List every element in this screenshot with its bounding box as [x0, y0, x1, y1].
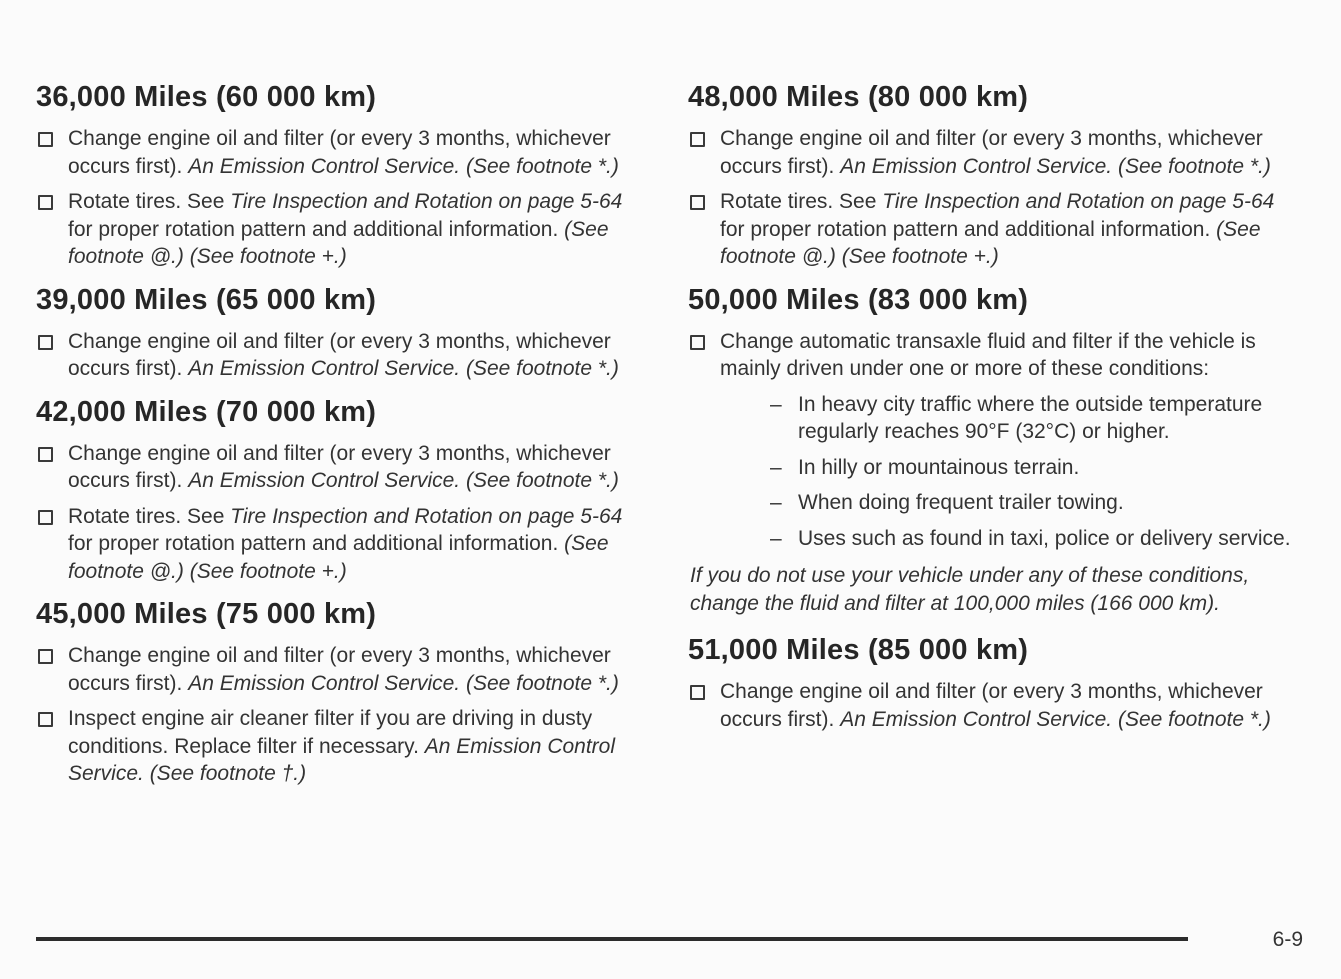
- condition-item: [766, 525, 1303, 553]
- item-text: Change engine oil and filter (or every 3 months, whichever occurs first).: [68, 329, 611, 380]
- item-italic: An Emission Control Service. (See footnote †.): [68, 734, 616, 785]
- checkbox-icon: [690, 335, 705, 350]
- item-italic-footnote: (See footnote @.) (See footnote +.): [720, 217, 1261, 268]
- condition-item: [766, 454, 1303, 482]
- checkbox-icon: [38, 712, 53, 727]
- section-heading: 36,000 Miles (60 000 km): [36, 81, 377, 113]
- item-italic-footnote: (See footnote @.) (See footnote +.): [68, 217, 609, 268]
- checkbox-icon: [38, 649, 53, 664]
- checkbox-icon: [690, 685, 705, 700]
- checklist-item: [36, 642, 651, 697]
- maintenance-section-51000: [688, 633, 1303, 733]
- section-heading: 51,000 Miles (85 000 km): [688, 634, 1029, 666]
- maintenance-section-39000: [36, 283, 651, 383]
- checkbox-icon: [38, 510, 53, 525]
- item-text: Change engine oil and filter (or every 3 months, whichever occurs first).: [68, 644, 611, 695]
- item-italic-footnote: (See footnote @.) (See footnote +.): [68, 532, 609, 583]
- item-text: Change automatic transaxle fluid and filter if the vehicle is mainly driven under one or more of these conditions:: [720, 329, 1256, 380]
- right-column: [688, 80, 1303, 745]
- checkbox-icon: [38, 447, 53, 462]
- condition-text: In hilly or mountainous terrain.: [798, 455, 1080, 479]
- maintenance-section-42000: [36, 395, 651, 586]
- checklist-item: [36, 188, 651, 271]
- checklist-item: [36, 125, 651, 180]
- condition-text: In heavy city traffic where the outside temperature regularly reaches 90°F (32°C) or higher.: [798, 392, 1263, 443]
- checkbox-icon: [38, 132, 53, 147]
- item-text: Rotate tires. See: [720, 190, 883, 213]
- item-italic: An Emission Control Service. (See footnote *.): [188, 357, 619, 380]
- maintenance-section-48000: [688, 80, 1303, 271]
- item-tail: for proper rotation pattern and additional information.: [720, 217, 1217, 241]
- footer-rule: [36, 937, 1188, 941]
- checkbox-icon: [690, 132, 705, 147]
- item-text: Rotate tires. See: [68, 504, 231, 528]
- page-number: 6-9: [1272, 928, 1303, 951]
- item-text: Change engine oil and filter (or every 3 months, whichever occurs first).: [68, 441, 611, 492]
- section-heading: 48,000 Miles (80 000 km): [688, 81, 1029, 113]
- condition-text: When doing frequent trailer towing.: [798, 491, 1124, 514]
- checkbox-icon: [690, 195, 705, 210]
- checklist-item: [36, 328, 651, 383]
- item-text: Change engine oil and filter (or every 3 months, whichever occurs first).: [720, 127, 1263, 178]
- checklist-item: [36, 705, 651, 788]
- item-tail: for proper rotation pattern and additional information.: [68, 217, 565, 241]
- item-text: Inspect engine air cleaner filter if you are driving in dusty conditions. Replace filter if necessary.: [68, 707, 593, 758]
- item-italic: Tire Inspection and Rotation on page 5-64: [230, 504, 623, 528]
- dash-icon: –: [770, 455, 782, 479]
- checkbox-icon: [38, 195, 53, 210]
- checkbox-icon: [38, 335, 53, 350]
- maintenance-section-36000: [36, 80, 651, 271]
- maintenance-section-50000: [688, 283, 1303, 618]
- item-italic: An Emission Control Service. (See footnote *.): [840, 154, 1271, 178]
- condition-text: Uses such as found in taxi, police or delivery service.: [798, 526, 1291, 550]
- conditions-note: If you do not use your vehicle under any of these conditions, change the fluid and filter at 100,000 miles (166 000 km).: [690, 564, 1250, 615]
- dash-icon: –: [770, 491, 782, 514]
- item-text: Change engine oil and filter (or every 3 months, whichever occurs first).: [720, 680, 1263, 731]
- section-heading: 39,000 Miles (65 000 km): [36, 283, 377, 316]
- checklist-item: [688, 188, 1303, 271]
- item-italic: An Emission Control Service. (See footnote *.): [840, 707, 1271, 731]
- item-text: Change engine oil and filter (or every 3 months, whichever occurs first).: [68, 127, 611, 178]
- conditions-list: [766, 391, 1303, 553]
- item-text: Rotate tires. See: [68, 190, 231, 213]
- dash-icon: –: [770, 392, 782, 416]
- checklist-item: [688, 678, 1303, 733]
- section-heading: 50,000 Miles (83 000 km): [688, 283, 1029, 316]
- dash-icon: –: [770, 526, 782, 550]
- item-italic: An Emission Control Service. (See footnote *.): [188, 671, 619, 695]
- checklist-item: [688, 328, 1303, 553]
- item-tail: for proper rotation pattern and additional information.: [68, 532, 565, 555]
- section-heading: 42,000 Miles (70 000 km): [36, 395, 377, 428]
- item-italic: Tire Inspection and Rotation on page 5-64: [882, 190, 1275, 213]
- checklist-item: [36, 440, 651, 495]
- item-italic: Tire Inspection and Rotation on page 5-64: [230, 190, 623, 213]
- condition-item: [766, 489, 1303, 517]
- maintenance-section-45000: [36, 597, 651, 788]
- section-heading: 45,000 Miles (75 000 km): [36, 598, 377, 630]
- item-italic: An Emission Control Service. (See footnote *.): [188, 469, 619, 492]
- checklist-item: [688, 125, 1303, 180]
- condition-item: [766, 391, 1303, 446]
- item-italic: An Emission Control Service. (See footnote *.): [188, 154, 619, 178]
- left-column: [36, 80, 651, 800]
- checklist-item: [36, 503, 651, 586]
